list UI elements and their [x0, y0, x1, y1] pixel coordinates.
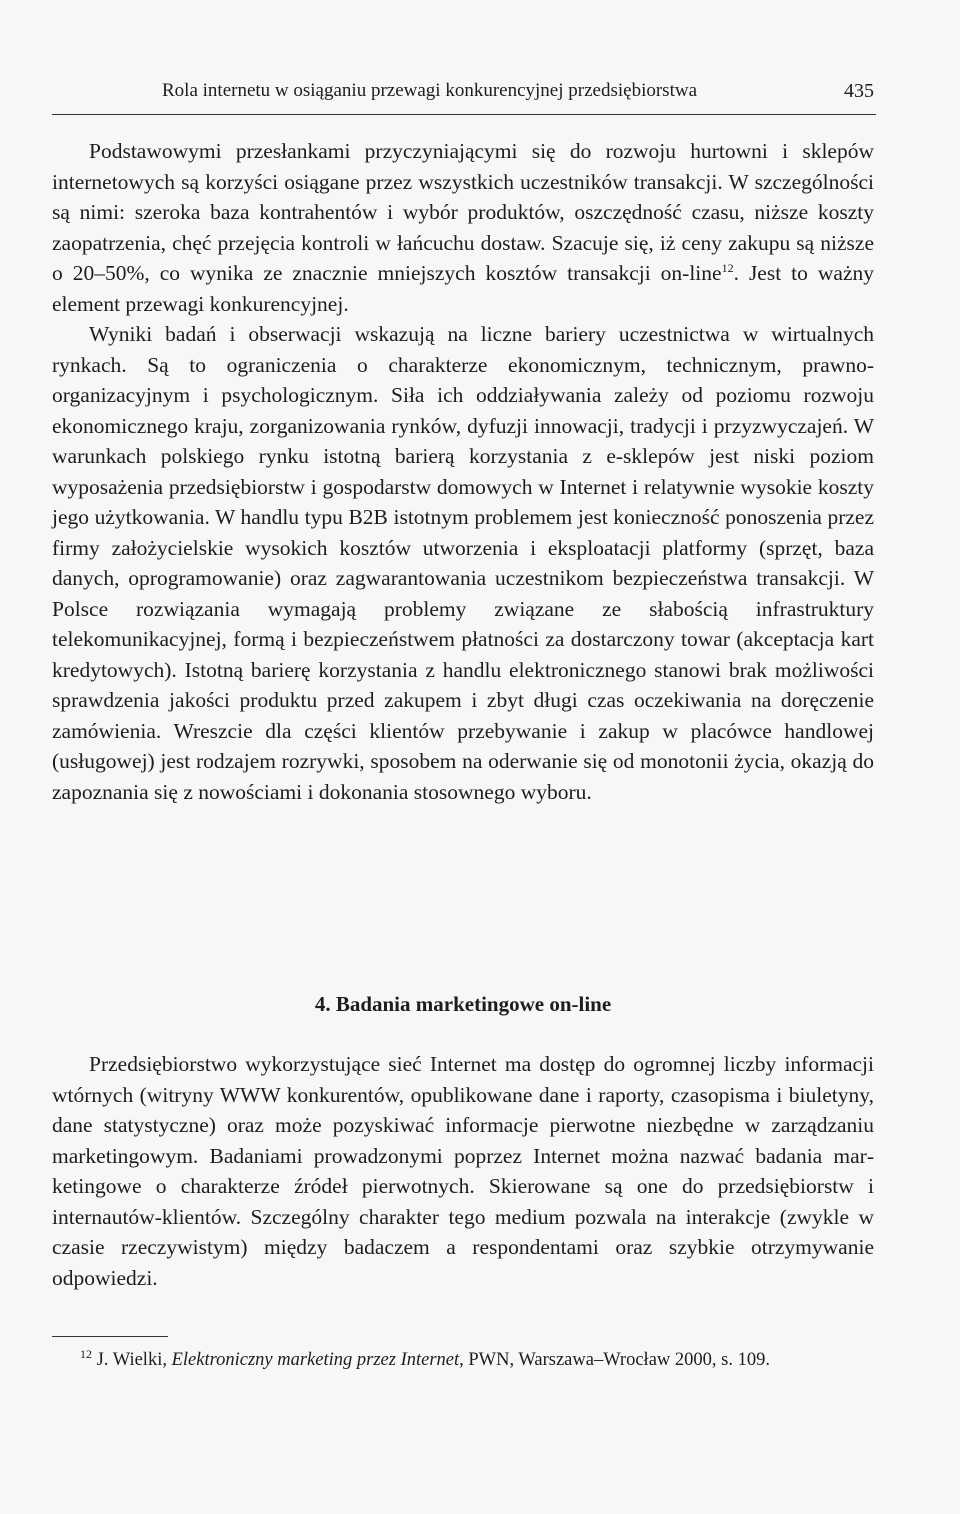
- section-paragraph: Przedsiębiorstwo wykorzystujące sieć Internet ma dostęp do ogromnej liczby informacji wtórnych (witryny WWW konkurentów, opublikowane dane i raporty, czasopisma i biuletyny, dane statystyczne) oraz może pozyskiwać informacje pierwotne niezbędne w zarządzaniu marketingowym. Badaniami prowadzonymi poprzez Internet można nazwać badania marketingowe o charakterze źródeł pierwotnych. Skierowane są one do przedsiębiorstw i internautów-klientów. Szczególny charakter tego medium pozwala na interakcje (zwykle w czasie rzeczywistym) między badaczem a respondentami oraz szybkie otrzymywanie odpowiedzi.: [52, 1052, 874, 1290]
- running-title: Rola internetu w osiąganiu przewagi konkurencyjnej przedsiębiorstwa: [162, 80, 697, 101]
- page-number: 435: [844, 80, 874, 102]
- footnote-number: 12: [80, 1346, 92, 1361]
- footnote-ref: 12: [721, 260, 734, 275]
- paragraph-2: Wyniki badań i obserwacji wskazują na liczne bariery uczestnictwa w wirtualnych rynkach. Są to ograniczenia o charakterze ekonomicznym, technicznym, prawno-organizacyjnym i psychologicznym. Siła ich oddziaływania zależy od poziomu rozwoju ekonomicznego kraju, zorganizowania rynków, dyfuzji innowacji, tradycji i przyzwyczajeń. W warunkach polskiego rynku istotną barierą korzystania z e-sklepów jest niski poziom wyposażenia przedsiębiorstw i gospodarstw domowych w Internet i relatywnie wysokie koszty jego użytkowania. W handlu typu B2B istotnym problemem jest konieczność ponoszenia przez firmy założycielskie wysokich kosztów utworzenia i eksploatacji platformy (sprzęt, baza danych, oprogramowanie) oraz zagwarantowania uczestnikom bezpieczeństwa transakcji. W Polsce rozwiązania wymagają problemy związane ze słabością infrastruktury telekomunikacyjnej, formą i bezpieczeństwem płatności za dostarczony towar (akceptacja kart kredytowych). Istotną barierę korzystania z handlu elektronicznego stanowi brak możliwości sprawdzenia jakości produktu przed zakupem i zbyt długi czas oczekiwania na doręczenie zamówienia. Wreszcie dla części klientów przebywanie i zakup w placówce handlowej (usługowej) jest rodzajem rozrywki, sposobem na oderwanie się od monotonii życia, okazją do zapoznania się z nowościami i dokonania stosownego wyboru.: [52, 322, 874, 804]
- paragraph-1: [52, 136, 874, 319]
- footnote-author: J. Wielki,: [96, 1350, 172, 1370]
- footnote-publisher: , PWN, Warszawa–Wrocław 2000, s. 109.: [459, 1350, 770, 1370]
- footnote-title: Elektroniczny marketing przez Internet: [171, 1350, 460, 1370]
- section-heading: 4. Badania marketingowe on-line: [314, 992, 612, 1016]
- body-text: [52, 136, 874, 807]
- section-body: [52, 1049, 874, 1293]
- footnote-rule: [52, 1336, 168, 1337]
- paragraph-1-text-end: . Jest to ważny element przewagi konkurencyjnej.: [52, 261, 874, 316]
- footnote: [52, 1346, 874, 1371]
- header-rule: [52, 114, 876, 115]
- paragraph-1-text: Podstawowymi przesłankami przyczyniającymi się do rozwoju hurtowni i sklepów internetowych są korzyści osiągane przez wszystkich uczestników transakcji. W szczególności są nimi: szeroka baza kontrahentów i wybór produktów, oszczędność czasu, niższe koszty zaopatrzenia, chęć przejęcia kontroli w łańcuchu dostaw. Szacuje się, iż ceny zakupu są niższe o 20–50%, co wynika ze znacznie mniejszych kosztów transakcji on-line: [52, 139, 874, 285]
